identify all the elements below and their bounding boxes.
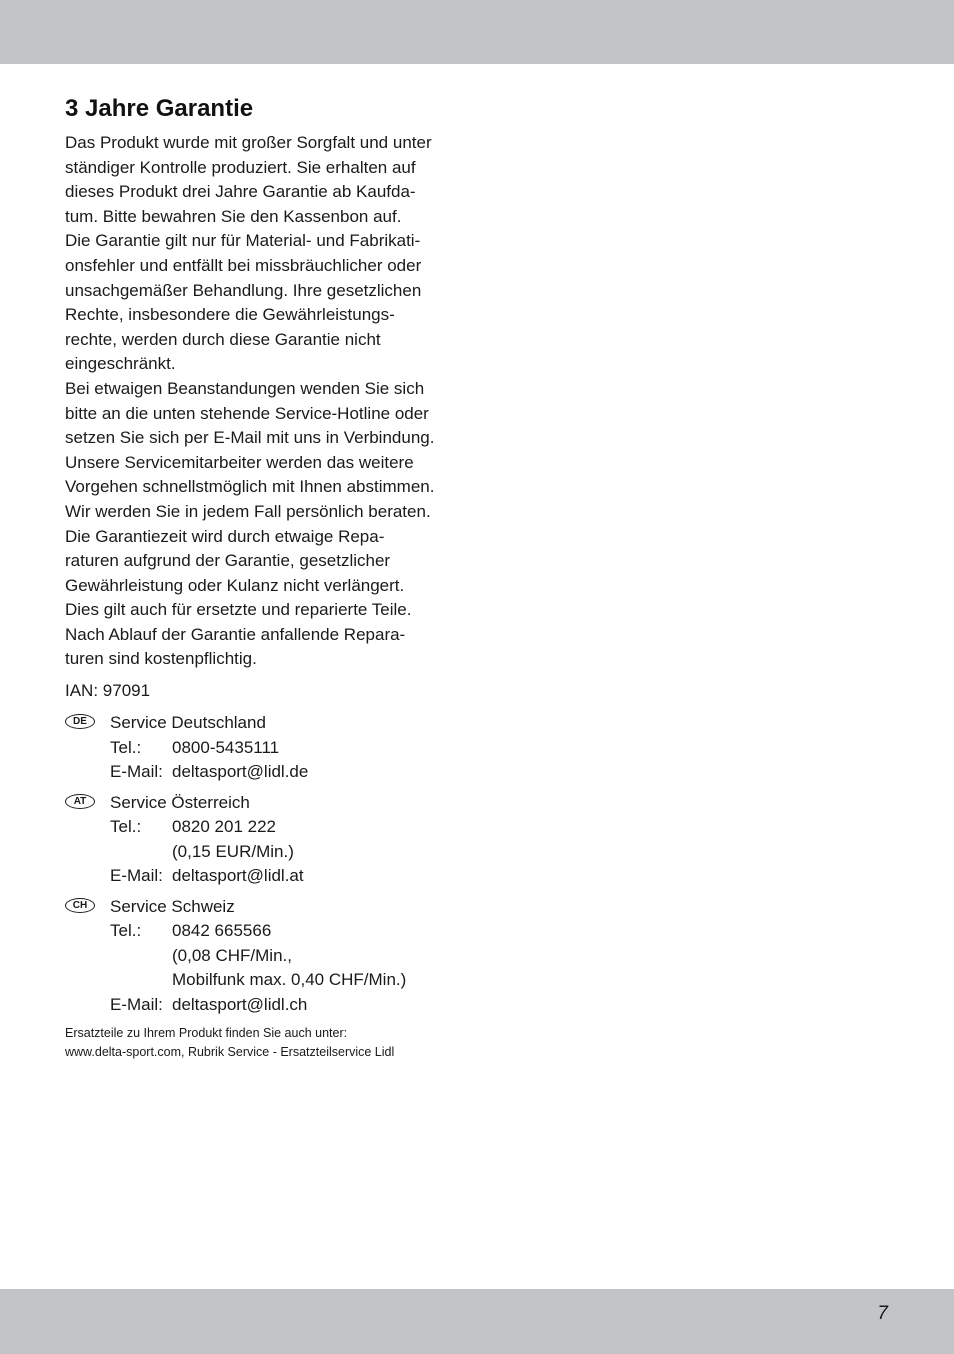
email-label: E-Mail: (110, 866, 163, 886)
text-line: unsachgemäßer Behandlung. Ihre gesetzlichen (65, 280, 422, 300)
email-label: E-Mail: (110, 994, 163, 1014)
phone-row (110, 815, 465, 840)
service-list (65, 711, 465, 1017)
phone-label (110, 968, 172, 993)
email-row (110, 864, 465, 889)
text-line: setzen Sie sich per E-Mail mit uns in Verbindung. (65, 428, 435, 448)
email-row (110, 993, 465, 1018)
phone-value: (0,08 CHF/Min., (172, 945, 292, 965)
text-line: Vorgehen schnellstmöglich mit Ihnen abstimmen. (65, 477, 435, 497)
phone-row (110, 919, 465, 944)
text-line: turen sind kostenpflichtig. (65, 649, 257, 669)
text-line: Die Garantie gilt nur für Material- und Fabrikati- (65, 231, 421, 251)
spare-parts-link[interactable]: www.delta-sport.com, Rubrik Service - Ersatzteilservice Lidl (65, 1045, 395, 1060)
text-line: ständiger Kontrolle produziert. Sie erhalten auf (65, 157, 416, 177)
text-line: Rechte, insbesondere die Gewährleistungs- (65, 305, 395, 325)
warranty-section (65, 93, 465, 1062)
phone-value: 0800-5435111 (172, 737, 280, 757)
text-line: Nach Ablauf der Garantie anfallende Repara- (65, 624, 406, 644)
warranty-text (65, 131, 465, 672)
spare-parts-text: Ersatzteile zu Ihrem Produkt finden Sie auch unter: (65, 1026, 348, 1041)
phone-row (110, 944, 465, 969)
text-line: Unsere Servicemitarbeiter werden das weitere (65, 452, 414, 472)
text-line: Gewährleistung oder Kulanz nicht verlängert. (65, 575, 405, 595)
service-name: Service Schweiz (110, 896, 235, 916)
text-line: Bei etwaigen Beanstandungen wenden Sie sich (65, 378, 425, 398)
email-link[interactable]: deltasport@lidl.de (172, 762, 309, 782)
text-line: Wir werden Sie in jedem Fall persönlich beraten. (65, 501, 431, 521)
email-link[interactable]: deltasport@lidl.ch (172, 994, 308, 1014)
text-line: raturen aufgrund der Garantie, gesetzlicher (65, 551, 391, 571)
service-ch (65, 895, 465, 1018)
page-title: 3 Jahre Garantie (65, 95, 254, 122)
text-line: onsfehler und entfällt bei missbräuchlicher oder (65, 255, 422, 275)
phone-value: Mobilfunk max. 0,40 CHF/Min.) (172, 970, 407, 990)
service-at (65, 791, 465, 889)
phone-value: (0,15 EUR/Min.) (172, 841, 294, 861)
header-bar (0, 0, 954, 64)
phone-value: 0842 665566 (172, 921, 272, 941)
service-de (65, 711, 465, 785)
service-name: Service Österreich (110, 792, 250, 812)
phone-value: 0820 201 222 (172, 817, 276, 837)
text-line: Dies gilt auch für ersetzte und reparierte Teile. (65, 600, 412, 620)
text-line: eingeschränkt. (65, 354, 176, 374)
phone-label: Tel.: (110, 737, 142, 757)
phone-label (110, 840, 172, 865)
phone-label (110, 944, 172, 969)
service-name: Service Deutschland (110, 713, 266, 733)
text-line: bitte an die unten stehende Service-Hotline oder (65, 403, 429, 423)
country-badge-icon: DE (65, 714, 95, 729)
page-number: 7 (877, 1303, 888, 1324)
phone-row (110, 840, 465, 865)
phone-row (110, 968, 465, 993)
email-label: E-Mail: (110, 762, 163, 782)
email-row (110, 760, 465, 785)
footer-bar (0, 1289, 954, 1354)
text-line: dieses Produkt drei Jahre Garantie ab Kaufda- (65, 182, 416, 202)
email-link[interactable]: deltasport@lidl.at (172, 866, 304, 886)
spare-parts-note (65, 1024, 465, 1062)
country-badge-icon: AT (65, 794, 95, 809)
ian-number: IAN: 97091 (65, 681, 151, 701)
phone-label: Tel.: (110, 817, 142, 837)
text-line: Die Garantiezeit wird durch etwaige Repa- (65, 526, 385, 546)
phone-row (110, 736, 465, 761)
country-badge-icon: CH (65, 898, 95, 913)
text-line: rechte, werden durch diese Garantie nicht (65, 329, 381, 349)
phone-label: Tel.: (110, 921, 142, 941)
text-line: tum. Bitte bewahren Sie den Kassenbon auf. (65, 206, 402, 226)
text-line: Das Produkt wurde mit großer Sorgfalt und unter (65, 133, 432, 152)
